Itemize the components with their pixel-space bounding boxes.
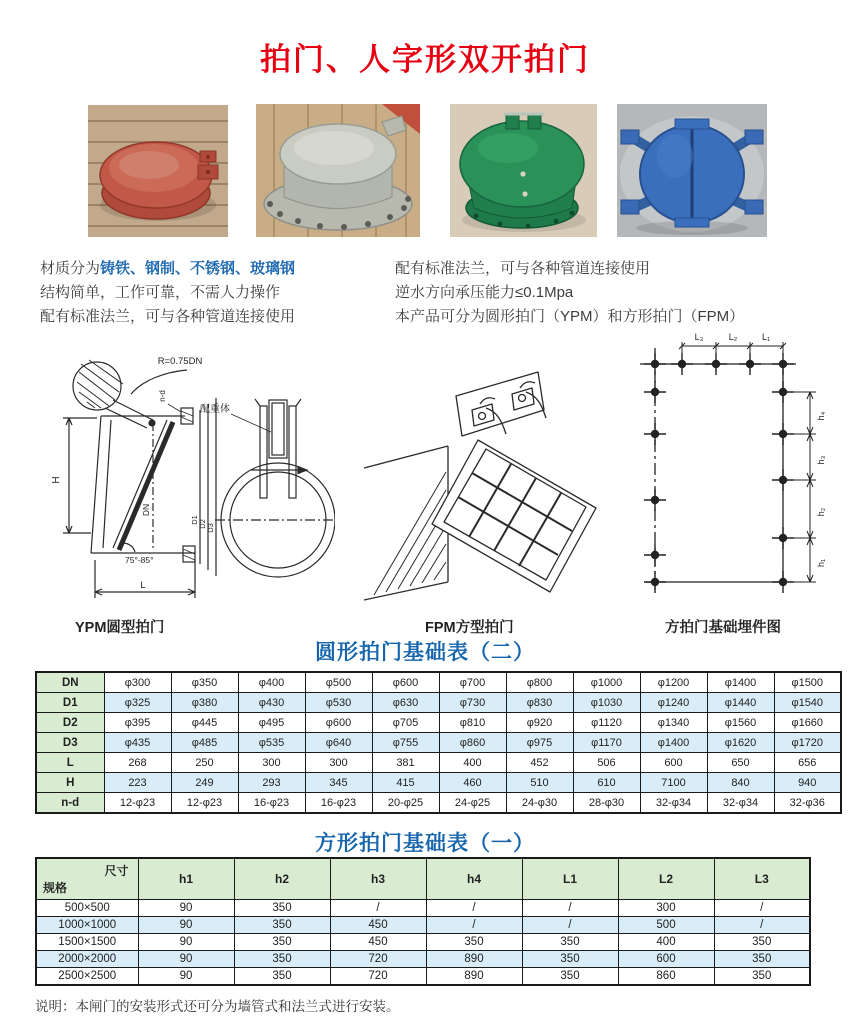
square-table-row-label: 500×500	[36, 900, 138, 917]
ypm-technical-drawing	[35, 348, 335, 610]
caption-fpm: FPM方型拍门	[425, 620, 514, 636]
intro-left-line3: 配有标准法兰，可与各种管道连接使用	[40, 308, 296, 325]
round-table-cell: φ395	[104, 713, 171, 733]
round-table-cell: φ975	[506, 733, 573, 753]
round-table-body	[36, 672, 841, 813]
round-table-cell: 452	[506, 753, 573, 773]
square-table-column-header: h4	[426, 858, 522, 900]
square-table-cell: /	[522, 900, 618, 917]
label-radius: R=0.75DN	[157, 356, 203, 367]
round-table-row-label: H	[36, 773, 104, 793]
product-photo-grey-flap-valve	[256, 104, 420, 237]
square-table-cell: 350	[522, 968, 618, 986]
square-table-cell: 350	[234, 934, 330, 951]
round-table-cell: 28-φ30	[573, 793, 640, 814]
square-table-row	[36, 917, 810, 934]
label-nd: n-d	[158, 390, 167, 402]
caption-foundation: 方拍门基础埋件图	[665, 620, 781, 636]
square-table-cell: 90	[138, 951, 234, 968]
round-table-cell: 381	[372, 753, 439, 773]
square-table-cell: 350	[426, 934, 522, 951]
square-table-row-label: 2500×2500	[36, 968, 138, 986]
round-table-cell: φ535	[238, 733, 305, 753]
square-table-row	[36, 951, 810, 968]
round-table-cell: φ730	[439, 693, 506, 713]
intro-right-column	[395, 257, 835, 329]
round-table-cell: φ1240	[640, 693, 707, 713]
page-title: 拍门、人字形双开拍门	[260, 42, 590, 77]
round-table-cell: φ600	[305, 713, 372, 733]
square-table-cell: 600	[618, 951, 714, 968]
square-table-cell: 350	[234, 968, 330, 986]
installation-note: 说明：本闸门的安装形式还可分为墙管式和法兰式进行安装。	[35, 999, 400, 1014]
round-table-cell: 32-φ36	[774, 793, 841, 814]
round-table-cell: φ445	[171, 713, 238, 733]
blue-double-flap-valve-image	[617, 104, 767, 237]
green-flap-valve-image	[450, 104, 597, 237]
square-table-row	[36, 934, 810, 951]
round-table-cell: 12-φ23	[171, 793, 238, 814]
round-table-cell: φ1170	[573, 733, 640, 753]
round-table-cell: φ700	[439, 672, 506, 693]
round-table-row-label: n-d	[36, 793, 104, 814]
round-table-cell: 510	[506, 773, 573, 793]
round-table-cell: 32-φ34	[640, 793, 707, 814]
round-table-cell: φ640	[305, 733, 372, 753]
round-table-cell: φ1500	[774, 672, 841, 693]
round-table-cell: φ705	[372, 713, 439, 733]
label-h4: h₄	[816, 411, 826, 421]
round-table-cell: φ400	[238, 672, 305, 693]
round-table-cell: φ860	[439, 733, 506, 753]
square-table-column-header: h1	[138, 858, 234, 900]
round-table-cell: 300	[238, 753, 305, 773]
square-table-cell: 720	[330, 951, 426, 968]
round-table-cell: 24-φ25	[439, 793, 506, 814]
label-angle: 75°-85°	[125, 555, 154, 565]
square-table-column-header: L2	[618, 858, 714, 900]
round-table-cell: 16-φ23	[238, 793, 305, 814]
round-table-cell: φ430	[238, 693, 305, 713]
round-table-cell: φ485	[171, 733, 238, 753]
round-table-cell: φ920	[506, 713, 573, 733]
square-table-cell: /	[714, 917, 810, 934]
fpm-technical-drawing	[360, 352, 620, 604]
square-table-column-header: L3	[714, 858, 810, 900]
square-table-cell: 720	[330, 968, 426, 986]
square-table-cell: 400	[618, 934, 714, 951]
round-table-cell: φ1540	[774, 693, 841, 713]
round-table-row	[36, 733, 841, 753]
square-table-cell: 350	[714, 968, 810, 986]
round-table-cell: 32-φ34	[707, 793, 774, 814]
label-counterweight: 配重体	[200, 404, 230, 415]
caption-ypm: YPM圆型拍门	[75, 620, 165, 636]
round-table-cell: φ830	[506, 693, 573, 713]
label-l3: L₃	[694, 332, 704, 342]
square-table-cell: /	[522, 917, 618, 934]
round-table-cell: 293	[238, 773, 305, 793]
square-table-column-header: h2	[234, 858, 330, 900]
intro-right-line2: 逆水方向承压能力≤0.1Mpa	[395, 284, 574, 301]
square-table-cell: 350	[522, 934, 618, 951]
round-table-cell: φ435	[104, 733, 171, 753]
label-d2: D2	[198, 519, 207, 529]
label-h3: h₃	[816, 455, 826, 465]
round-table-row	[36, 713, 841, 733]
round-table-cell: φ1620	[707, 733, 774, 753]
square-table-cell: /	[426, 900, 522, 917]
square-table-cell: /	[714, 900, 810, 917]
square-table-row-label: 2000×2000	[36, 951, 138, 968]
intro-right-line1: 配有标准法兰，可与各种管道连接使用	[395, 260, 651, 277]
round-table	[35, 671, 842, 814]
round-table-cell: φ1560	[707, 713, 774, 733]
square-table-row-label: 1000×1000	[36, 917, 138, 934]
round-table-cell: 20-φ25	[372, 793, 439, 814]
square-table-cell: 90	[138, 917, 234, 934]
intro-left-line2: 结构简单，工作可靠，不需人力操作	[40, 284, 281, 301]
label-h2: h₂	[816, 507, 826, 517]
round-table-cell: φ300	[104, 672, 171, 693]
square-table-row	[36, 900, 810, 917]
round-table-cell: φ1200	[640, 672, 707, 693]
round-table-cell: φ530	[305, 693, 372, 713]
round-table-cell: 250	[171, 753, 238, 773]
round-table-cell: φ1120	[573, 713, 640, 733]
square-table-cell: 350	[234, 900, 330, 917]
round-table-row-label: D1	[36, 693, 104, 713]
product-photo-red-flap-valve	[88, 105, 228, 237]
product-photo-green-flap-valve	[450, 104, 597, 237]
square-table-cell: 90	[138, 934, 234, 951]
square-table-cell: 890	[426, 951, 522, 968]
label-d1: D1	[190, 515, 199, 525]
square-table-cell: 890	[426, 968, 522, 986]
round-table-cell: φ1440	[707, 693, 774, 713]
square-table-cell: 450	[330, 934, 426, 951]
round-table-cell: 650	[707, 753, 774, 773]
round-table-row	[36, 773, 841, 793]
round-table-row	[36, 793, 841, 814]
round-table-cell: 840	[707, 773, 774, 793]
round-table-cell: φ1000	[573, 672, 640, 693]
square-table-cell: 350	[234, 917, 330, 934]
square-table-cell: 300	[618, 900, 714, 917]
round-table-cell: 223	[104, 773, 171, 793]
round-table-cell: φ630	[372, 693, 439, 713]
round-table-cell: φ1340	[640, 713, 707, 733]
round-table-cell: φ380	[171, 693, 238, 713]
round-table-cell: φ1030	[573, 693, 640, 713]
round-table-cell: 506	[573, 753, 640, 773]
square-table-cell: 350	[522, 951, 618, 968]
round-table-cell: 16-φ23	[305, 793, 372, 814]
round-table-cell: 300	[305, 753, 372, 773]
round-table-row	[36, 753, 841, 773]
materials-list: 铸铁、钢制、不锈钢、玻璃钢	[100, 260, 296, 277]
square-table-cell: 350	[714, 951, 810, 968]
round-table-row-label: D3	[36, 733, 104, 753]
round-table-row-label: DN	[36, 672, 104, 693]
round-table-row	[36, 693, 841, 713]
square-table-cell: 350	[714, 934, 810, 951]
intro-left-column	[40, 257, 385, 329]
round-table-cell: 460	[439, 773, 506, 793]
square-table	[35, 857, 811, 986]
round-table-cell: φ1720	[774, 733, 841, 753]
round-table-cell: 7100	[640, 773, 707, 793]
square-table-cell: 860	[618, 968, 714, 986]
label-d3: D3	[206, 523, 215, 533]
intro-right-line3: 本产品可分为圆形拍门（YPM）和方形拍门（FPM）	[395, 308, 745, 325]
round-table-cell: 249	[171, 773, 238, 793]
square-table-cell: /	[426, 917, 522, 934]
round-table-cell: φ1660	[774, 713, 841, 733]
round-table-cell: 24-φ30	[506, 793, 573, 814]
round-table-cell: 940	[774, 773, 841, 793]
round-table-cell: 610	[573, 773, 640, 793]
round-table-title: 圆形拍门基础表（二）	[315, 641, 535, 664]
foundation-embedment-drawing	[630, 330, 845, 610]
round-table-cell: 12-φ23	[104, 793, 171, 814]
square-table-column-header: L1	[522, 858, 618, 900]
round-table-row	[36, 672, 841, 693]
corner-label-size: 尺寸	[104, 864, 129, 878]
label-height: H	[51, 476, 62, 484]
label-l1: L₁	[761, 332, 771, 342]
red-flap-valve-image	[88, 105, 228, 237]
round-table-cell: φ800	[506, 672, 573, 693]
square-table-title: 方形拍门基础表（一）	[315, 832, 535, 855]
square-table-corner-cell	[36, 858, 138, 900]
square-table-body	[36, 858, 810, 985]
square-table-column-header: h3	[330, 858, 426, 900]
square-table-cell: 450	[330, 917, 426, 934]
round-table-cell: φ810	[439, 713, 506, 733]
square-table-cell: 90	[138, 968, 234, 986]
label-h1: h₁	[816, 558, 826, 568]
round-table-cell: φ600	[372, 672, 439, 693]
square-table-row-label: 1500×1500	[36, 934, 138, 951]
round-table-cell: φ350	[171, 672, 238, 693]
round-table-cell: φ500	[305, 672, 372, 693]
square-table-cell: 350	[234, 951, 330, 968]
square-table-cell: 500	[618, 917, 714, 934]
round-table-cell: 400	[439, 753, 506, 773]
square-table-header-row	[36, 858, 810, 900]
round-table-cell: φ1400	[707, 672, 774, 693]
intro-left-line1: 材质分为铸铁、钢制、不锈钢、玻璃钢	[40, 260, 296, 277]
label-dn: DN	[141, 503, 151, 517]
grey-flap-valve-image	[256, 104, 420, 237]
round-table-cell: φ325	[104, 693, 171, 713]
label-length: L	[140, 580, 146, 591]
round-table-cell: 345	[305, 773, 372, 793]
round-table-cell: φ495	[238, 713, 305, 733]
square-table-cell: /	[330, 900, 426, 917]
round-table-row-label: D2	[36, 713, 104, 733]
round-table-cell: φ1400	[640, 733, 707, 753]
round-table-row-label: L	[36, 753, 104, 773]
square-table-row	[36, 968, 810, 986]
round-table-cell: 268	[104, 753, 171, 773]
square-table-cell: 90	[138, 900, 234, 917]
product-photo-blue-double-flap-valve	[617, 104, 767, 237]
round-table-cell: 656	[774, 753, 841, 773]
label-l2: L₂	[728, 332, 738, 342]
round-table-cell: 600	[640, 753, 707, 773]
round-table-cell: 415	[372, 773, 439, 793]
round-table-cell: φ755	[372, 733, 439, 753]
corner-label-spec: 规格	[43, 881, 68, 895]
